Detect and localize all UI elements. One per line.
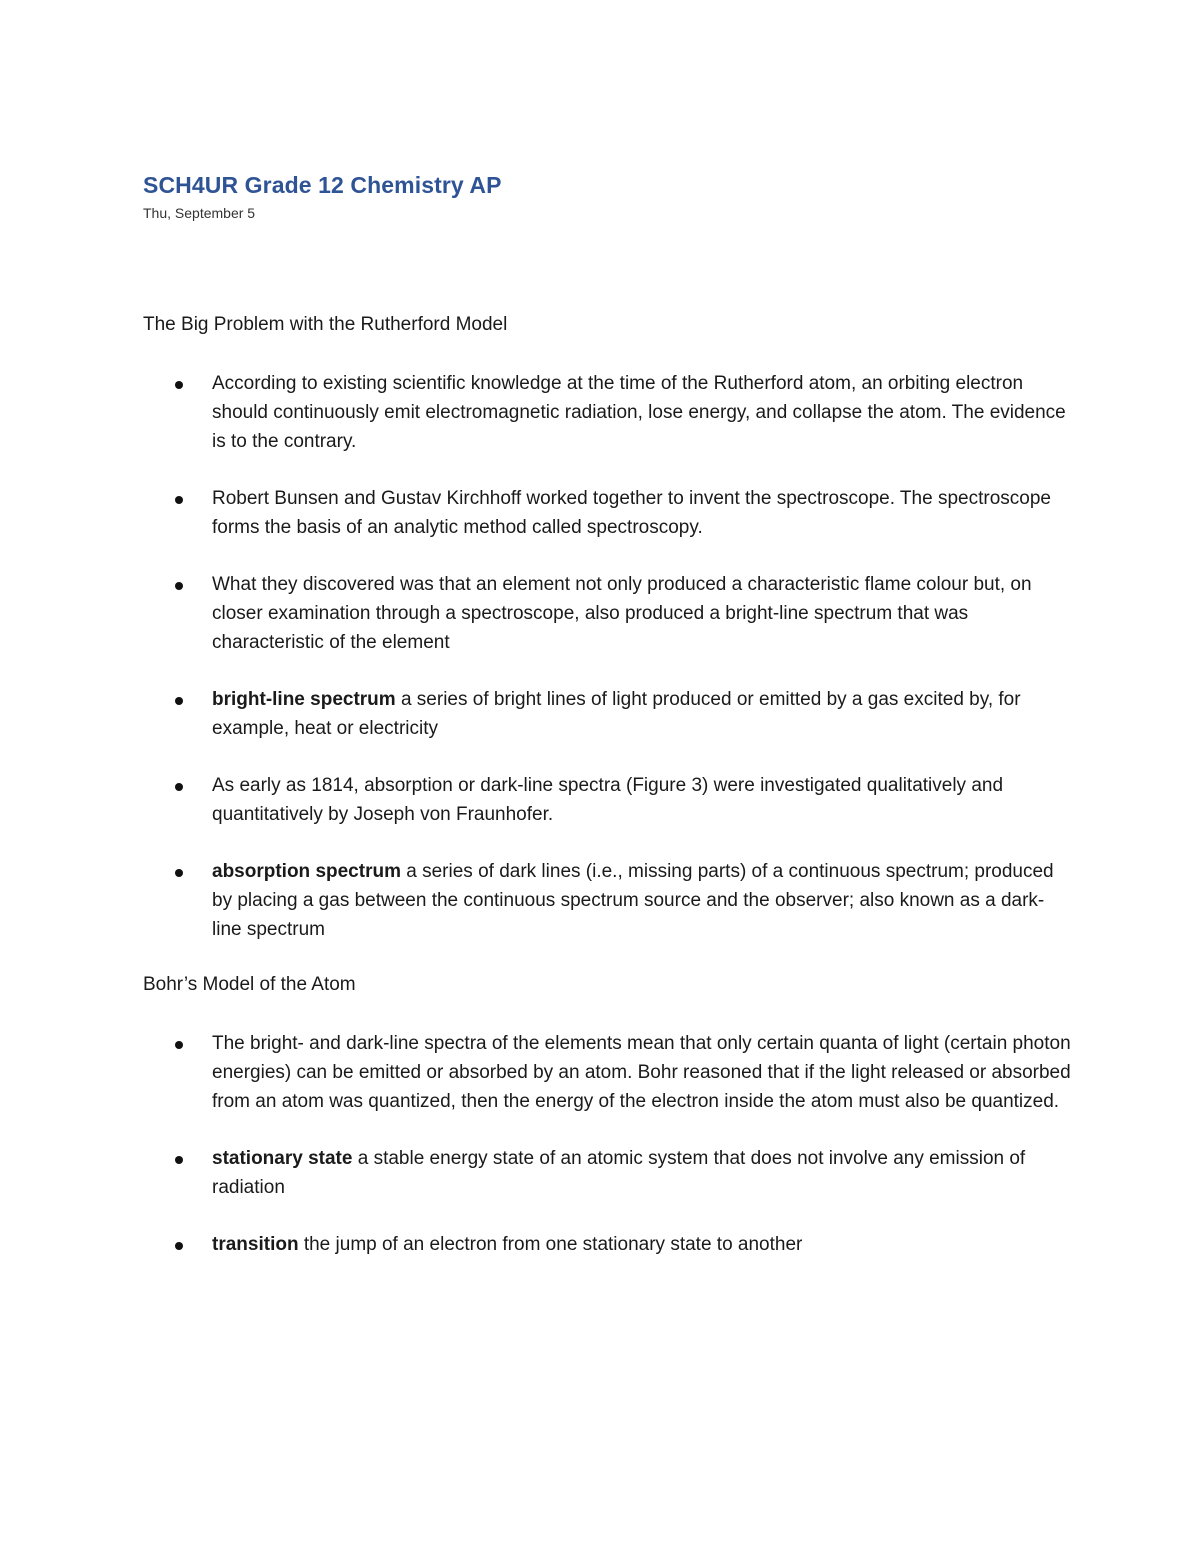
- section-heading-bohr: Bohr’s Model of the Atom: [143, 974, 356, 995]
- list-item: [143, 570, 1073, 657]
- term: transition: [212, 1234, 299, 1255]
- list-item: [143, 685, 1073, 743]
- term: bright-line spectrum: [212, 689, 396, 710]
- list-item: [143, 771, 1073, 829]
- bullet-list-bohr: [143, 1029, 1073, 1287]
- item-text: What they discovered was that an element not only produced a characteristic flame colour but, on closer examination through a spectroscope, also produced a bright-line spectrum that was characteristic of the element: [212, 574, 1032, 653]
- bullet-icon: [175, 1041, 183, 1049]
- item-text: The bright- and dark-line spectra of the elements mean that only certain quanta of light (certain photon energies) can be emitted or absorbed by an atom. Bohr reasoned that if the light released or absorbed from an atom was quantized, then the energy of the electron inside the atom must also be quantized.: [212, 1033, 1071, 1112]
- item-text: the jump of an electron from one stationary state to another: [298, 1234, 803, 1255]
- bullet-icon: [175, 582, 183, 590]
- list-item: [143, 1029, 1073, 1116]
- bullet-icon: [175, 381, 183, 389]
- item-text: a series of dark lines (i.e., missing parts) of a continuous spectrum; produced by placing a gas between the continuous spectrum source and the observer; also known as a dark-line spectrum: [212, 861, 1054, 940]
- bullet-icon: [175, 1156, 183, 1164]
- bullet-icon: [175, 1242, 183, 1250]
- item-text: According to existing scientific knowledge at the time of the Rutherford atom, an orbiting electron should continuously emit electromagnetic radiation, lose energy, and collapse the atom. The evidence is to the contrary.: [212, 373, 1066, 452]
- term: stationary state: [212, 1148, 353, 1169]
- list-item: [143, 857, 1073, 944]
- bullet-icon: [175, 783, 183, 791]
- list-item: [143, 484, 1073, 542]
- bullet-icon: [175, 697, 183, 705]
- section-heading-rutherford: The Big Problem with the Rutherford Model: [143, 314, 508, 335]
- item-text: a series of bright lines of light produced or emitted by a gas excited by, for example, heat or electricity: [212, 689, 1021, 739]
- term: absorption spectrum: [212, 861, 401, 882]
- document-title: SCH4UR Grade 12 Chemistry AP: [143, 172, 502, 198]
- item-text: a stable energy state of an atomic system that does not involve any emission of radiation: [212, 1148, 1026, 1198]
- item-text: As early as 1814, absorption or dark-line spectra (Figure 3) were investigated qualitatively and quantitatively by Joseph von Fraunhofer.: [212, 775, 1004, 825]
- list-item: [143, 1144, 1073, 1202]
- list-item: [143, 1230, 1073, 1259]
- list-item: [143, 369, 1073, 456]
- bullet-icon: [175, 869, 183, 877]
- bullet-icon: [175, 496, 183, 504]
- bullet-list-rutherford: [143, 369, 1073, 972]
- item-text: Robert Bunsen and Gustav Kirchhoff worked together to invent the spectroscope. The spectroscope forms the basis of an analytic method called spectroscopy.: [212, 488, 1051, 538]
- document-date: Thu, September 5: [143, 205, 256, 221]
